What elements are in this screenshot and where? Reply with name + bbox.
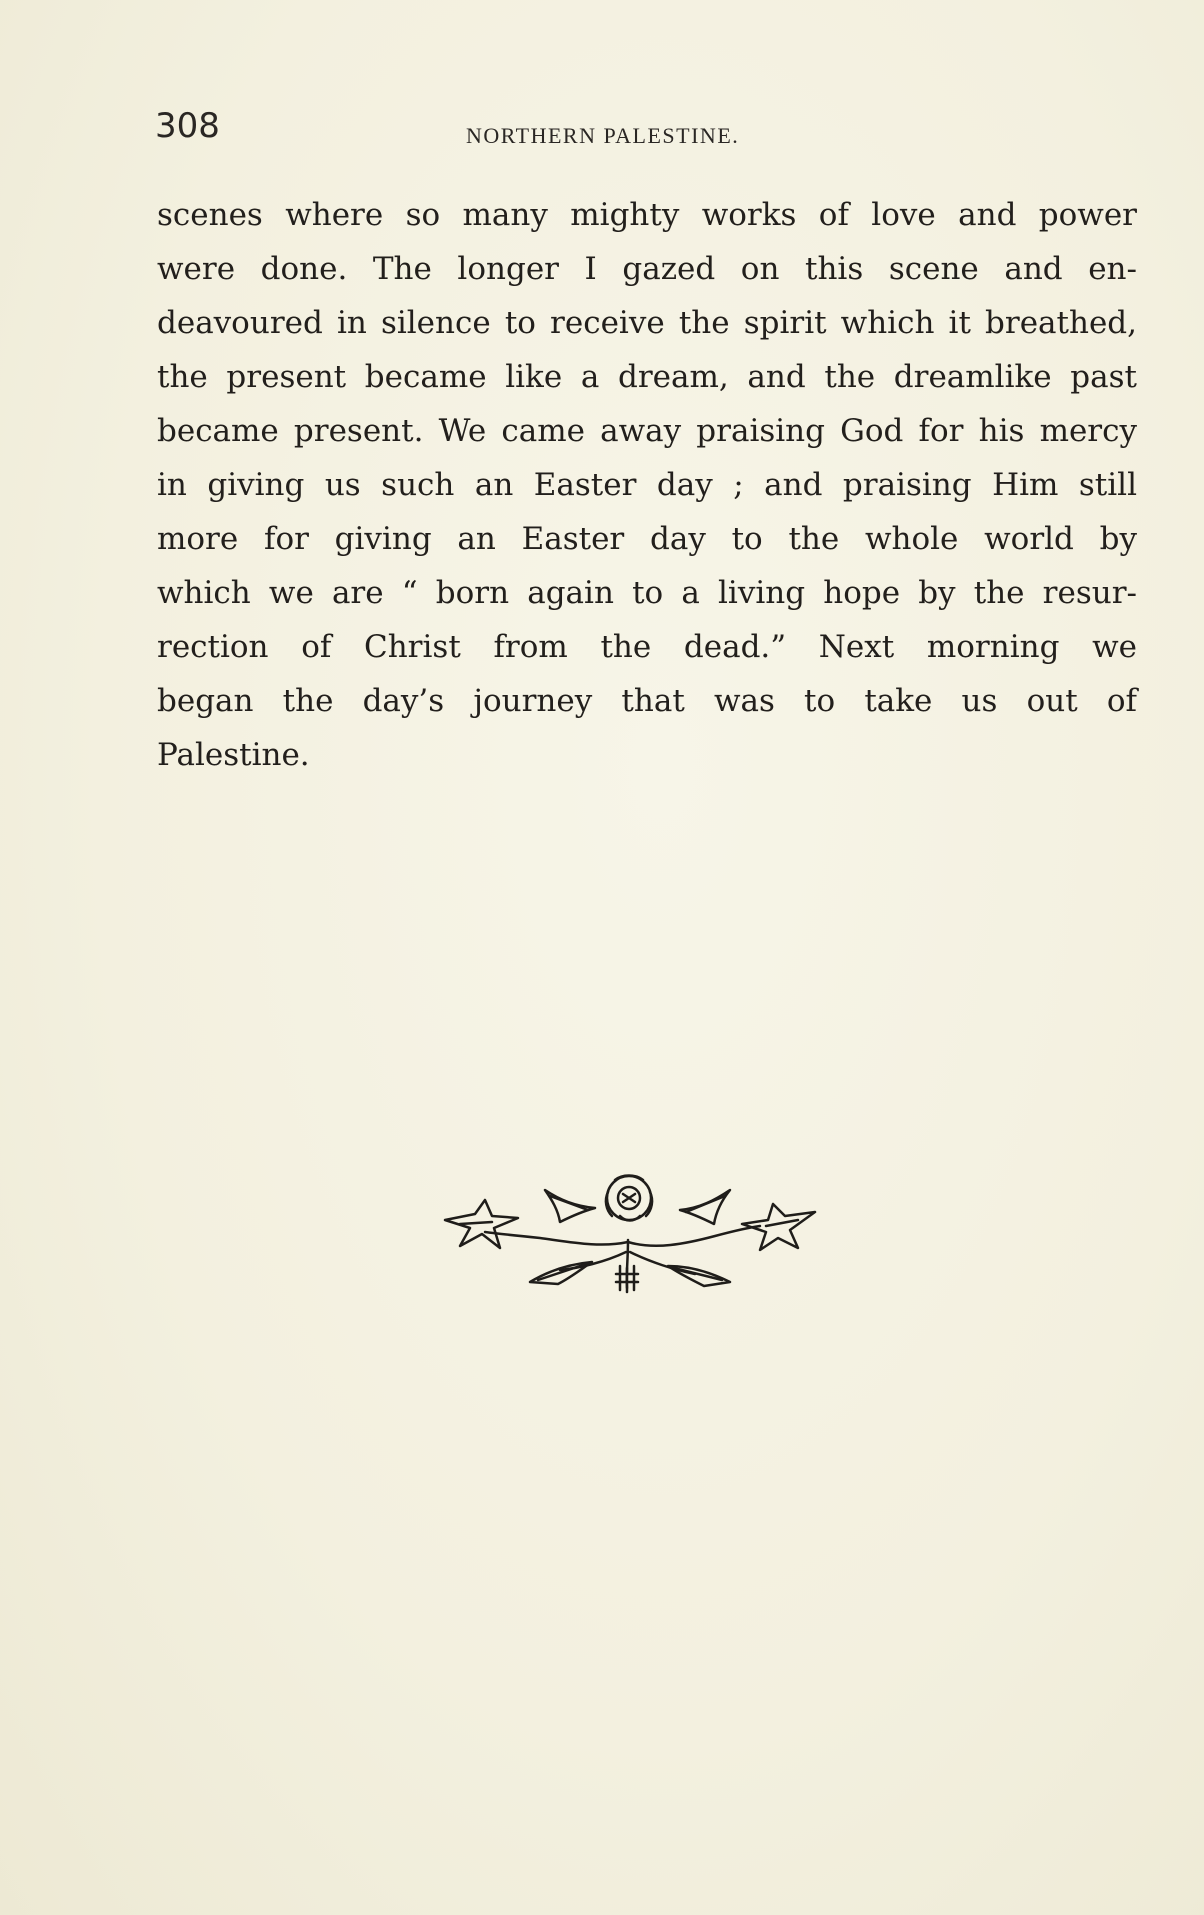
text-line: scenes where so many mighty works of love and power	[157, 197, 1137, 233]
body-paragraph	[157, 188, 1137, 782]
floral-tailpiece-icon	[430, 1170, 825, 1295]
text-line: began the day’s journey that was to take us out of	[157, 683, 1137, 719]
text-line: deavoured in silence to receive the spirit which it breathed,	[157, 305, 1137, 341]
page-number: 308	[155, 106, 220, 146]
text-line: Palestine.	[157, 737, 310, 773]
text-line: became present. We came away praising God for his mercy	[157, 413, 1137, 449]
text-line: the present became like a dream, and the dreamlike past	[157, 359, 1137, 395]
text-line: were done. The longer I gazed on this scene and en-	[157, 251, 1137, 287]
running-title: NORTHERN PALESTINE.	[466, 123, 740, 148]
text-line: in giving us such an Easter day ; and praising Him still	[157, 467, 1137, 503]
text-line: which we are “ born again to a living hope by the resur-	[157, 575, 1137, 611]
text-line: rection of Christ from the dead.” Next morning we	[157, 629, 1137, 665]
text-line: more for giving an Easter day to the whole world by	[157, 521, 1137, 557]
